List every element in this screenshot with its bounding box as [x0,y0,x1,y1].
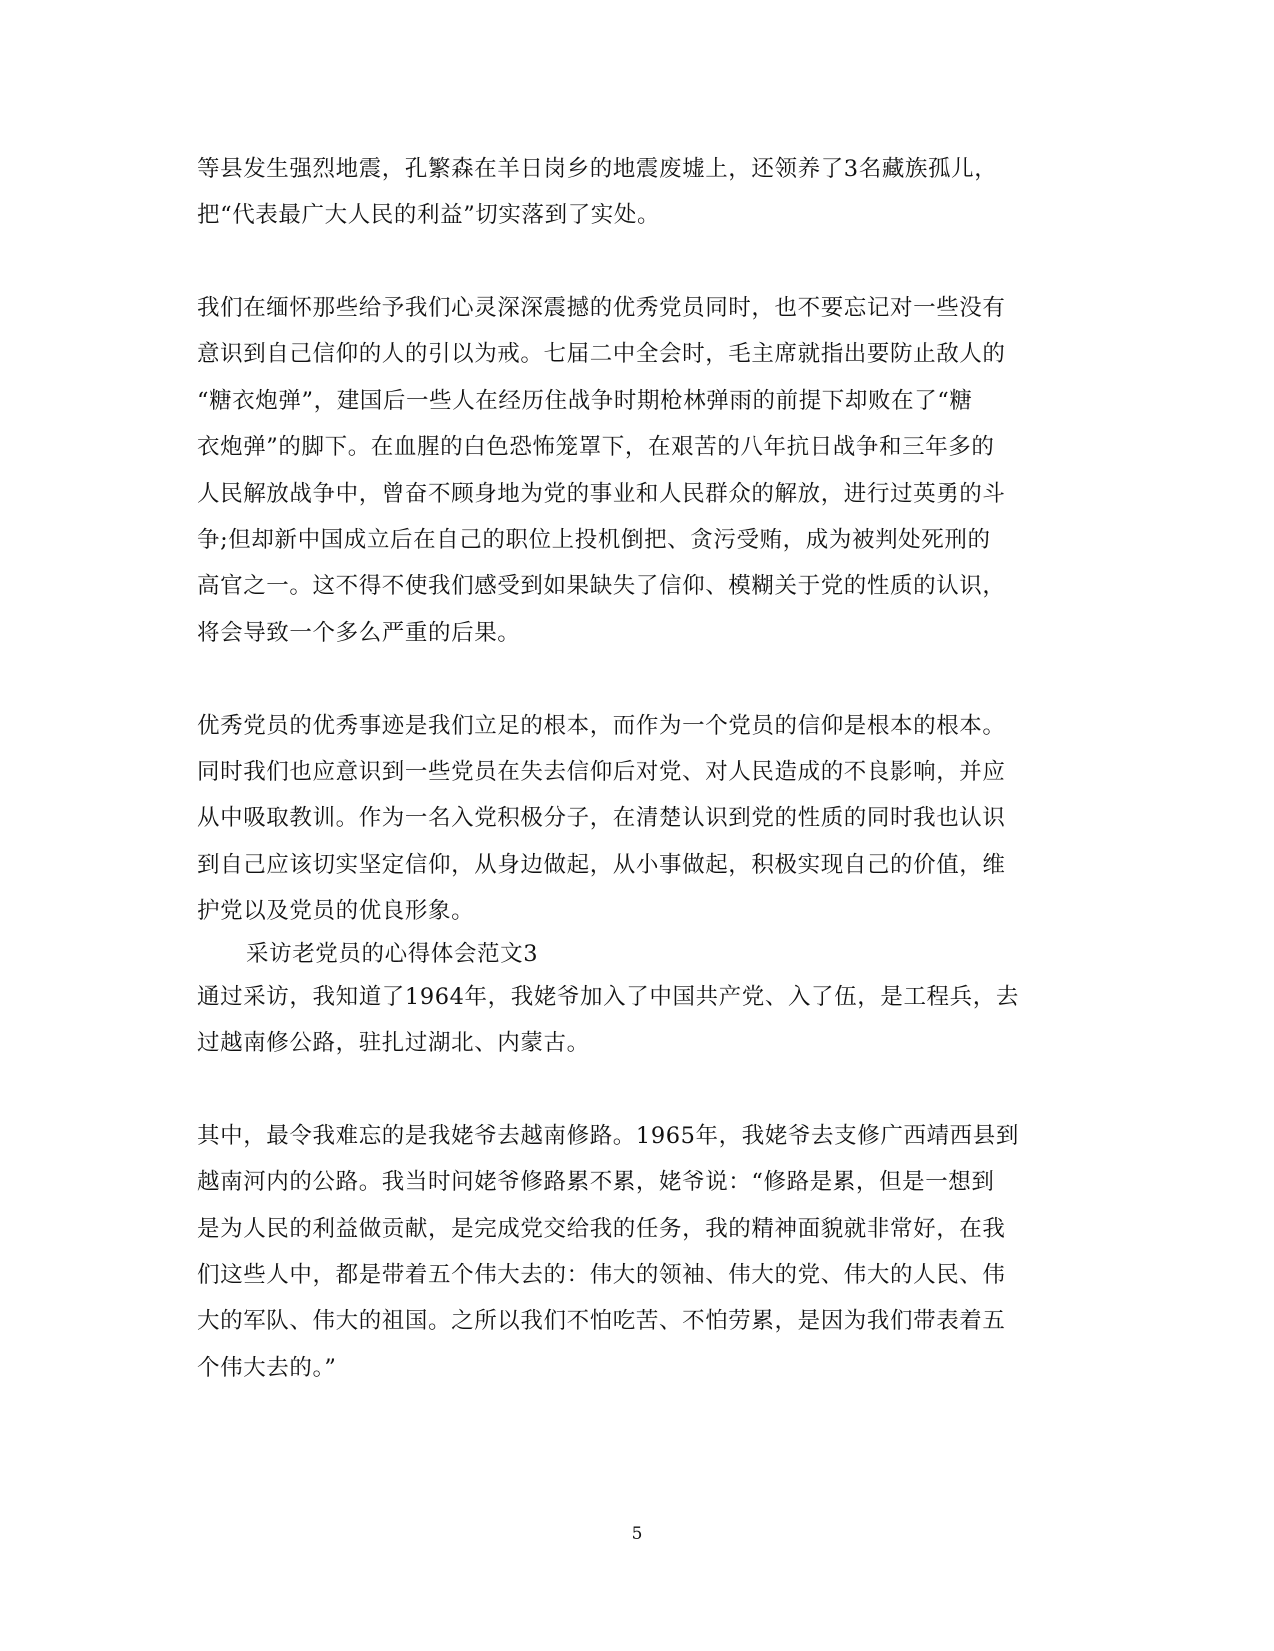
text-line: 是为人民的利益做贡献，是完成党交给我的任务，我的精神面貌就非常好，在我 [197,1216,1006,1242]
text-line: 从中吸取教训。作为一名入党积极分子，在清楚认识到党的性质的同时我也认识 [197,805,1006,831]
text-line: 衣炮弹”的脚下。在血腥的白色恐怖笼罩下，在艰苦的八年抗日战争和三年多的 [197,434,995,460]
text-line: 争;但却新中国成立后在自己的职位上投机倒把、贪污受贿，成为被判处死刑的 [197,527,991,553]
text-line: 把“代表最广大人民的利益”切实落到了实处。 [197,202,661,228]
section-heading: 采访老党员的心得体会范文3 [246,941,539,967]
text-line: 同时我们也应意识到一些党员在失去信仰后对党、对人民造成的不良影响，并应 [197,759,1006,785]
text-line: 我们在缅怀那些给予我们心灵深深震撼的优秀党员同时，也不要忘记对一些没有 [197,295,1006,321]
text-line: “糖衣炮弹”，建国后一些人在经历住战争时期枪林弹雨的前提下却败在了“糖 [197,388,973,414]
text-line: 人民解放战争中，曾奋不顾身地为党的事业和人民群众的解放，进行过英勇的斗 [197,481,1006,507]
text-line: 到自己应该切实坚定信仰，从身边做起，从小事做起，积极实现自己的价值，维 [197,852,1006,878]
text-line: 大的军队、伟大的祖国。之所以我们不怕吃苦、不怕劳累，是因为我们带表着五 [197,1308,1006,1334]
text-line: 其中，最令我难忘的是我姥爷去越南修路。1965年，我姥爷去支修广西靖西县到 [197,1123,1019,1149]
page-number: 5 [631,1524,643,1544]
text-line: 越南河内的公路。我当时问姥爷修路累不累，姥爷说：“修路是累，但是一想到 [197,1169,995,1195]
text-line: 优秀党员的优秀事迹是我们立足的根本，而作为一个党员的信仰是根本的根本。 [197,713,1006,739]
text-line: 将会导致一个多么严重的后果。 [197,620,521,646]
text-line: 过越南修公路，驻扎过湖北、内蒙古。 [197,1030,590,1056]
text-line: 护党以及党员的优良形象。 [197,898,475,924]
text-line: 通过采访，我知道了1964年，我姥爷加入了中国共产党、入了伍，是工程兵，去 [197,984,1019,1010]
text-line: 高官之一。这不得不使我们感受到如果缺失了信仰、模糊关于党的性质的认识， [197,573,1006,599]
text-line: 意识到自己信仰的人的引以为戒。七届二中全会时，毛主席就指出要防止敌人的 [197,341,1006,367]
text-line: 个伟大去的。” [197,1355,337,1381]
text-line: 等县发生强烈地震，孔繁森在羊日岗乡的地震废墟上，还领养了3名藏族孤儿， [197,156,998,182]
text-line: 们这些人中，都是带着五个伟大去的：伟大的领袖、伟大的党、伟大的人民、伟 [197,1262,1006,1288]
